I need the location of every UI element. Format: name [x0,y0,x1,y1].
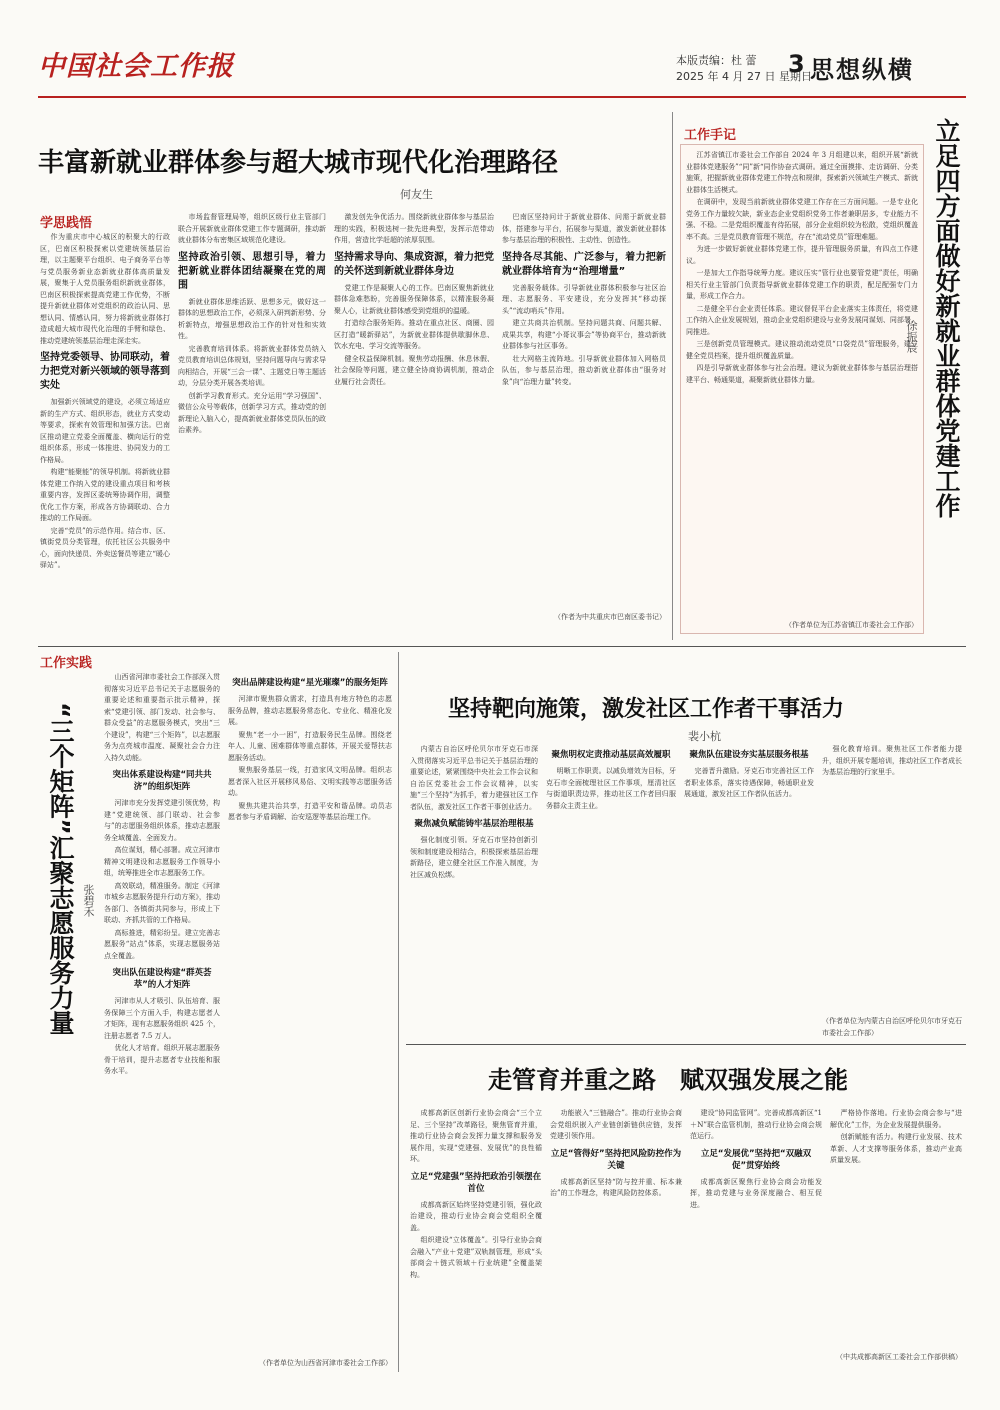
article3-col1 [104,672,220,1356]
paragraph: 高位谋划，精心部署。成立河津市精神文明建设和志愿服务工作领导小组，统筹推进全市志愿服务工作。 [104,846,220,877]
paragraph: 创新赋能有活力。构建行业发展、技术革新、人才支撑等服务体系，推动产业高质量发展。 [830,1133,962,1164]
paragraph: 完善服务载体。引导新就业群体积极参与社区治理、志愿服务、平安建设，充分发挥其“移动探头”“流动哨兵”作用。 [502,283,666,315]
article4-subhead-1: 聚焦减负赋能铸牢基层治理根基 [414,819,534,829]
article4-col3 [684,744,814,1040]
article5-subhead-1: 立足“党建强”坚持把政治引领摆在首位 [410,1171,542,1194]
paragraph: 内蒙古自治区呼伦贝尔市牙克石市深入贯彻落实习近平总书记关于基层治理的重要论述，紧紧围绕中央社会工作会议和自治区党委社会工作会议精神，以实施“三个坚持”为抓手，着力建强社区工作者队伍，激发社区工作者干事创业活力。 [410,745,538,811]
divider [672,112,673,640]
paragraph: 为进一步做好新就业群体党建工作，提升管理服务质量，有四点工作建议。 [686,245,918,265]
article1-col2 [178,212,326,622]
paragraph: 完善“党员”的示范作用。结合市、区、镇街党员分类管理，依托社区公共服务中心，面向快递员、外卖送餐员等建立“暖心驿站”。 [40,526,170,569]
article4-subhead-3: 聚焦队伍建设夯实基层服务根基 [689,750,809,760]
article1-col3 [334,212,494,622]
paragraph: 成都高新区坚持“防与控并重、标本兼治”的工作理念，构建风险防控体系。 [550,1177,682,1197]
paragraph: 二是健全平台企业责任体系。建议督促平台企业落实主体责任，将党建工作纳入企业发展规划，推动企业党组织建设与业务发展同谋划、同部署、同推进。 [686,304,918,336]
section-name: 思想纵横 [810,56,914,84]
article2-body [686,150,918,628]
article4-author-note: （作者单位为内蒙古自治区呼伦贝尔市牙克石市委社会工作部） [822,1017,962,1037]
divider [38,646,966,647]
paragraph: 完善教育培训体系。将新就业群体党员纳入党员教育培训总体规划，坚持问题导向与需求导向相结合，开展“三会一课”、主题党日等主题活动，分层分类开展各类培训。 [178,344,326,387]
article5-subhead-2: 立足“管得好”坚持把风险防控作为关键 [550,1148,682,1171]
article3-author-note: （作者单位为山西省河津市委社会工作部） [259,1359,392,1367]
article1-byline: 何友生 [400,188,433,201]
paragraph: 高标推进，精彩纷呈。建立完善志愿服务“站点”体系，实现志愿服务站点全覆盖。 [104,928,220,960]
paragraph: 市场监督管理局等，组织区级行业主管部门联合开展新就业群体党建工作专题调研，推动新就业群体分布密集区域规范化建设。 [178,213,326,244]
paragraph: 聚焦服务基层一线，打造家风文明品牌。组织志愿者深入社区开展移风易俗、文明实践等志愿服务活动。 [228,766,392,797]
divider [398,652,399,1372]
article3-subhead-3: 突出队伍建设构建“群英荟萃”的人才矩阵 [112,968,212,990]
article5-subhead-3: 立足“发展优”坚持把“双融双促”贯穿始终 [700,1148,812,1171]
article4-col4 [822,744,962,1014]
editor-line: 本版责编：杜 蕾 [676,54,757,67]
article1-col1 [40,232,170,622]
date-line: 2025 年 4 月 27 日 星期日 [676,70,812,83]
article4-col1 [410,744,538,1040]
paragraph: 成都高新区聚焦行业协会商会功能发挥，推动党建与业务深度融合、相互促进。 [690,1177,822,1209]
paragraph: 河津市从人才吸引、队伍培育、服务保障三个方面入手，构建志愿者人才矩阵，现有志愿服务组织 425 个，注册志愿者 7.5 万人。 [104,997,220,1040]
paragraph: 江苏省镇江市委社会工作部自 2024 年 3 月组建以来，组织开展“新就业群体党建服务”“同”新“同作协奋式调研。通过全面摸排、走访调研、分类施策，把握新就业群体党建工作特点和规律，探索新兴领域生产模式、新就业群体生活模式。 [686,151,918,194]
paragraph: 加强新兴领域党的建设，必须立场适应新的生产方式、组织形态，就业方式变动等要求，探索有效管理和加强方法。巴南区推动建立党委全面覆盖、横向运行的党组织体系，形成一体推进、协同发力的工作格局。 [40,398,170,464]
article1-col4 [502,212,666,608]
paragraph: 四是引导新就业群体参与社会治理。建议为新就业群体参与基层治理搭建平台、畅通渠道，凝聚新就业群体力量。 [686,364,918,384]
article1-author-note: （作者为中共重庆市巴南区委书记） [554,613,666,621]
article2-section-tag: 工作手记 [684,128,737,143]
paragraph: 明晰工作职责。以减负增效为目标，牙克石市全面梳理社区工作事项，厘清社区与街道职责边界，推动社区工作者回归服务群众主责主业。 [546,767,676,810]
masthead-rule [38,96,966,98]
article1-subhead-2: 坚持政治引领、思想引导，着力把新就业群体团结凝聚在党的周围 [178,251,326,291]
article3-subhead-2: 突出品牌建设构建“星光璀璨”的服务矩阵 [232,678,388,688]
paragraph: 建立共商共治机制。坚持问题共商、问题共解、成果共享，构建“小哥议事会”等协商平台，推动新就业群体参与社区事务。 [502,319,666,350]
article5-col3 [690,1108,822,1370]
article2-byline: 徐振宸 [905,320,918,353]
paragraph: 成都高新区始终坚持党建引领，强化政治建设，推动行业协会商会党组织全覆盖。 [410,1200,542,1232]
paragraph: 作为重庆市中心城区的积聚大的行政区，巴南区积极探索以党建统领基层治理，以主题聚平台组织、电子商务平台等与党员服务新业态新就业群体高质量发展，聚集于人党员服务组织新就业群体，巴南区积极探索提高党建工作优势，不断提升新就业群体对党组织的政治认同、思想认同、情感认同，努力将新就业群体打造成超大城市现代化治理的手臂和绿色、推动党建统领基层治理走深走实。 [40,233,170,345]
article4-headline: 坚持靶向施策，激发社区工作者干事活力 [448,697,845,722]
article4-subhead-2: 聚焦明权定责推动基层高效履职 [551,750,671,760]
paragraph: 功能嵌入“三链融合”。推动行业协会商会党组织嵌入产业链创新链供应链，发挥党建引领作用。 [550,1109,682,1140]
article5-headline: 走管育并重之路 赋双强发展之能 [488,1066,848,1094]
article4-byline: 裴小杭 [688,730,721,743]
article3-subhead-1: 突出体系建设构建“同共共济”的组织矩阵 [112,770,212,792]
article5-col4 [830,1108,962,1348]
paragraph: 壮大网格主流阵地。引导新就业群体加入网格员队伍，参与基层治理，推动新就业群体由“服务对象”向“治理力量”转变。 [502,354,666,386]
paragraph: 在调研中，发现当前新就业群体党建工作存在三方面问题。一是专业化党务工作力量较欠缺，新业态企业党组织党务工作者兼职居多，专业能力不强、不稳。二是党组织覆盖有待拓展，部分企业组织较为松散，党组织覆盖率不高。三是党员教育管理不规范，存在“流动党员”管理难题。 [686,198,918,241]
paragraph: 高效联动，精准服务。制定《河津市城乡志愿服务提升行动方案》，推动各部门、各镇街共同参与，形成上下联动、齐抓共管的工作格局。 [104,881,220,924]
paragraph: 建设“协同监管网”。完善成都高新区“1＋N”联合监管机制，推动行业协会商会规范运行。 [690,1109,822,1140]
paragraph: 聚焦“老一小一困”，打造服务民生品牌。围绕老年人、儿童、困难群体等重点群体，开展关爱帮扶志愿服务活动。 [228,730,392,762]
paragraph: 打造综合服务矩阵。推动在重点社区、商圈、园区打造“暖新驿站”，为新就业群体提供歇脚休息、饮水充电、学习交流等服务。 [334,319,494,350]
paragraph: 健全权益保障机制。聚焦劳动报酬、休息休假、社会保险等问题，建立健全协商协调机制，推动企业履行社会责任。 [334,354,494,386]
article5-col2 [550,1108,682,1370]
paragraph: 严格协作落地。行业协会商会参与“进解优化”工作，为企业发展提供服务。 [830,1109,962,1129]
paragraph: 山西省河津市委社会工作部深入贯彻落实习近平总书记关于志愿服务的重要论述和重要指示批示精神，探索“党建引领、部门发动、社会参与、群众受益”的志愿服务模式，突出“三个建设”，构建“三个矩阵”，以志愿服务为点亮城市温度、凝聚社会合力注入持久动能。 [104,673,220,762]
paragraph: 三是创新党员管理模式。建议推动流动党员“口袋党员”管理服务，建立健全党员档案，提升组织覆盖质量。 [686,340,918,360]
article1-section-tag: 学思践悟 [40,216,93,231]
paragraph: 聚焦共建共治共享，打造平安和谐品牌。动员志愿者参与矛盾调解、治安巡逻等基层治理工作。 [228,801,392,821]
paragraph: 新就业群体思维活跃、思想多元，做好这一群体的思想政治工作，必须深入研判新形势、分析新特点，增强思想政治工作的针对性和实效性。 [178,297,326,340]
paragraph: 一是加大工作指导统筹力度。建议压实“管行业也要管党建”责任，明确相关行业主管部门负责指导新就业群体党建工作的职责，配足配强专门力量，形成工作合力。 [686,269,918,300]
paragraph: 成都高新区创新行业协会商会“三个立足、三个坚持”改革路径，聚焦管育并重，推动行业协会商会发挥力量支撑和服务发展作用，实现“党建强、发展优”的良性循环。 [410,1109,542,1163]
paragraph: 强化教育培训。聚焦社区工作者能力提升，组织开展专题培训，推动社区工作者成长为基层治理的行家里手。 [822,745,962,776]
paragraph: 河津市聚焦群众需求，打造具有地方特色的志愿服务品牌，推动志愿服务常态化、专业化、精准化发展。 [228,695,392,726]
article1-headline: 丰富新就业群体参与超大城市现代化治理路径 [38,148,559,178]
paragraph: 激发创先争优活力。围绕新就业群体参与基层治理的实践，积极选树一批先进典型，发挥示范带动作用，营造比学赶超的浓厚氛围。 [334,213,494,244]
article1-subhead-3: 坚持需求导向、集成资源，着力把党的关怀送到新就业群体身边 [334,251,494,277]
paragraph: 强化制度引领。牙克石市坚持创新引领和制度建设相结合，积极探索基层治理新路径，建立健全社区工作准入制度，为社区减负松绑。 [410,836,538,879]
article1-subhead-4: 坚持各尽其能、广泛参与，着力把新就业群体培育为“治理增量” [502,251,666,277]
article4-col2 [546,744,676,1040]
article3-title: “三个矩阵”汇聚志愿服务力量 [46,702,75,1035]
paragraph: 优化人才培育。组织开展志愿服务骨干培训，提升志愿者专业技能和服务水平。 [104,1044,220,1075]
paragraph: 党建工作是凝聚人心的工作。巴南区聚焦新就业群体急难愁盼，完善服务保障体系，以精准服务凝聚人心，让新就业群体感受到党组织的温暖。 [334,283,494,315]
article1-subhead-1: 坚持党委领导、协同联动，着力把党对新兴领域的领导落到实处 [40,352,170,391]
paragraph: 构建“能聚能”的领导机制。将新就业群体党建工作纳入党的建设重点项目和考核重要内容，发挥区委统筹协调作用，调整优化工作方案，形成各方协调联动、合力推动的工作局面。 [40,468,170,522]
article3-col2 [228,672,392,1356]
article5-col1 [410,1108,542,1370]
article3-section-tag: 工作实践 [40,656,93,671]
divider [406,1044,966,1045]
article2-title: 立足四方面做好新就业群体党建工作 [932,118,961,518]
article2-author-note: （作者单位为江苏省镇江市委社会工作部） [785,621,918,629]
paragraph: 组织建设“立体覆盖”。引导行业协会商会融入“产业＋党建”双轨制管理，形成“头部商会＋链式领域＋行业统建”全覆盖架构。 [410,1236,542,1279]
masthead-logo: 中国社会工作报 [38,51,234,82]
page-number: 3 [788,50,805,78]
paragraph: 创新学习教育形式。充分运用“学习强国”、微信公众号等载体，创新学习方式，推动党的创新理论入脑入心，提高新就业群体党员队伍的政治素养。 [178,391,326,434]
paragraph: 河津市充分发挥党建引领优势，构建“党建统领、部门联动、社会参与”的志愿服务组织体系，推动志愿服务全域覆盖、全面发力。 [104,799,220,842]
paragraph: 完善晋升激励。牙克石市完善社区工作者职业体系，落实待遇保障，畅通职业发展通道，激发社区工作者队伍活力。 [684,767,814,798]
article5-author-note: （中共成都高新区工委社会工作部供稿） [836,1353,962,1361]
article3-byline: 张碧禾 [82,884,95,917]
paragraph: 巴南区坚持问计于新就业群体、问需于新就业群体，搭建参与平台，拓展参与渠道，激发新就业群体参与基层治理的积极性、主动性、创造性。 [502,213,666,244]
